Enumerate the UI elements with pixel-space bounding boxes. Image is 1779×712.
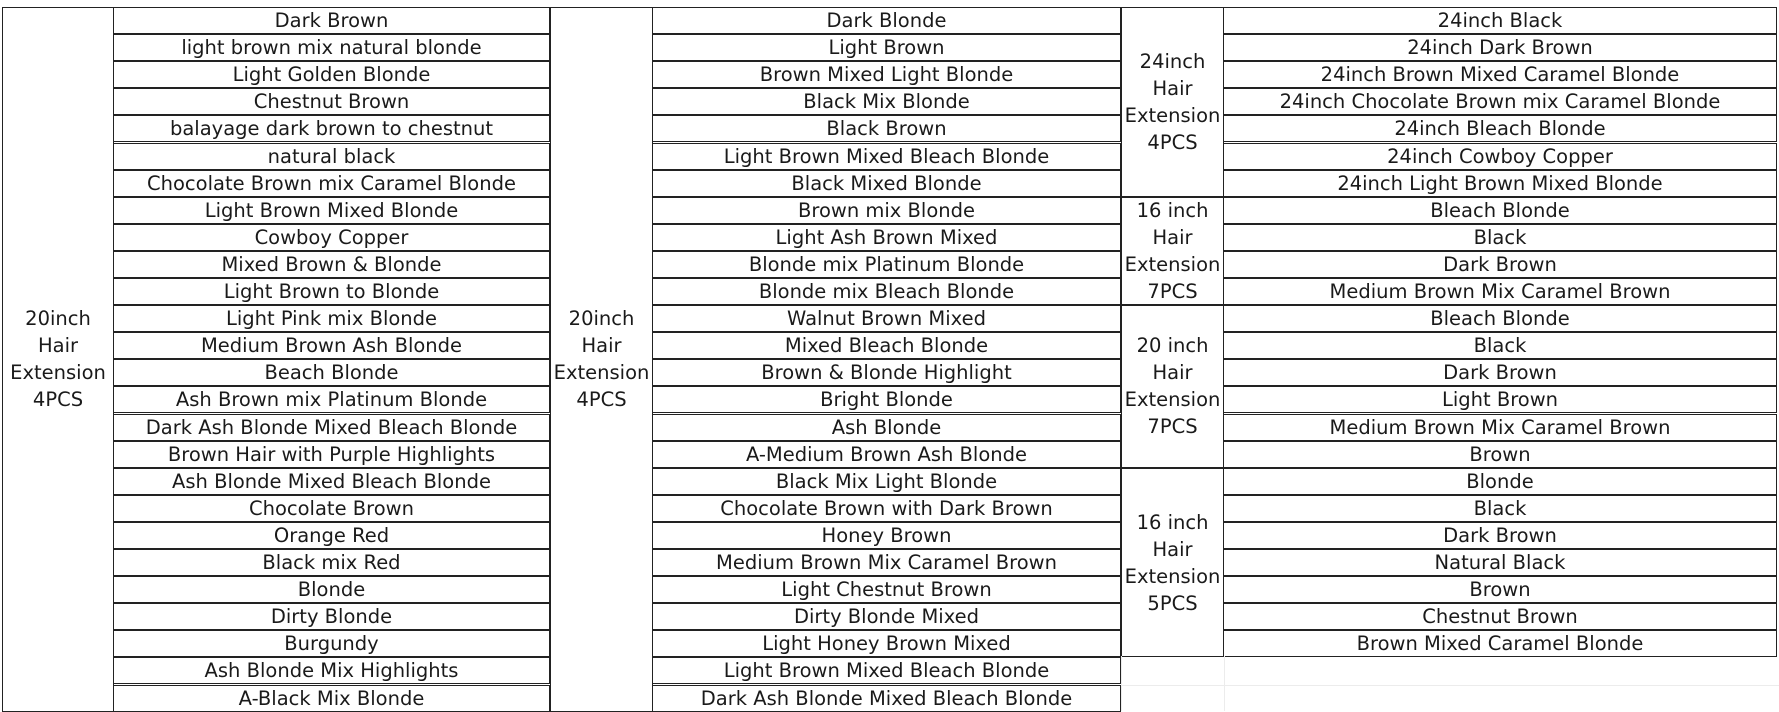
color-cell: Honey Brown — [653, 522, 1121, 549]
color-cell: Medium Brown Mix Caramel Brown — [653, 549, 1121, 576]
color-cell: Dark Ash Blonde Mixed Bleach Blonde — [114, 414, 550, 441]
color-cell: Light Pink mix Blonde — [114, 305, 550, 332]
color-cell: Brown — [1224, 441, 1777, 468]
color-cell: Black — [1224, 332, 1777, 359]
color-cell: Ash Blonde Mixed Bleach Blonde — [114, 468, 550, 495]
color-cell: Blonde — [1224, 468, 1777, 495]
length-group-cell — [1121, 468, 1224, 658]
group-label-line: 4PCS — [1147, 130, 1198, 154]
color-cell: Black Brown — [653, 115, 1121, 142]
group-label-line: Extension — [1124, 564, 1221, 588]
color-cell: Brown Mixed Light Blonde — [653, 61, 1121, 88]
color-cell: Medium Brown Mix Caramel Brown — [1224, 414, 1777, 441]
color-cell: Black Mixed Blonde — [653, 170, 1121, 197]
group-label-line: 5PCS — [1147, 591, 1198, 615]
group-label-line: 16 inch — [1136, 510, 1209, 534]
color-cell: Chocolate Brown with Dark Brown — [653, 495, 1121, 522]
group-label-line: Extension — [1124, 388, 1221, 412]
color-cell: Black mix Red — [114, 549, 550, 576]
group-label-line: 20inch — [568, 307, 635, 331]
group-label-line: Hair — [581, 334, 622, 358]
color-cell: Brown Hair with Purple Highlights — [114, 441, 550, 468]
length-group-cell — [1121, 7, 1224, 197]
color-cell: Orange Red — [114, 522, 550, 549]
length-group-cell — [2, 7, 114, 712]
color-cell: Light Brown — [653, 34, 1121, 61]
color-cell: Light Brown — [1224, 386, 1777, 413]
color-cell: Natural Black — [1224, 549, 1777, 576]
color-cell: Light Honey Brown Mixed — [653, 630, 1121, 657]
color-cell: Chocolate Brown mix Caramel Blonde — [114, 170, 550, 197]
color-cell: Bright Blonde — [653, 386, 1121, 413]
color-cell: Light Ash Brown Mixed — [653, 224, 1121, 251]
color-cell: Black Mix Blonde — [653, 88, 1121, 115]
color-cell: Dark Brown — [1224, 522, 1777, 549]
color-cell: Dirty Blonde — [114, 603, 550, 630]
color-cell: 24inch Dark Brown — [1224, 34, 1777, 61]
group-label-line: Hair — [1152, 361, 1193, 385]
color-cell: Mixed Bleach Blonde — [653, 332, 1121, 359]
color-cell: Beach Blonde — [114, 359, 550, 386]
group-label-line: Extension — [10, 361, 106, 385]
group-label-line: Hair — [1152, 537, 1193, 561]
color-cell: Black — [1224, 495, 1777, 522]
color-cell: Light Brown Mixed Blonde — [114, 197, 550, 224]
color-cell: Chestnut Brown — [1224, 603, 1777, 630]
color-cell: Burgundy — [114, 630, 550, 657]
color-cell: Dark Blonde — [653, 7, 1121, 34]
color-cell: Cowboy Copper — [114, 224, 550, 251]
group-label-line: 20inch — [25, 307, 91, 331]
color-cell: light brown mix natural blonde — [114, 34, 550, 61]
color-cell: Dark Brown — [114, 7, 550, 34]
color-cell: Brown — [1224, 576, 1777, 603]
color-cell: balayage dark brown to chestnut — [114, 115, 550, 142]
group-label-line: 24inch — [1139, 49, 1206, 73]
color-cell: Bleach Blonde — [1224, 197, 1777, 224]
color-cell: Chocolate Brown — [114, 495, 550, 522]
color-cell: Blonde mix Bleach Blonde — [653, 278, 1121, 305]
group-label-line: 4PCS — [32, 388, 84, 412]
length-group-cell — [1121, 305, 1224, 468]
group-label-line: 7PCS — [1147, 415, 1198, 439]
length-group-cell — [1121, 197, 1224, 305]
color-cell: Walnut Brown Mixed — [653, 305, 1121, 332]
group-label-line: Hair — [1152, 76, 1193, 100]
color-cell: Blonde — [114, 576, 550, 603]
group-label-line: Extension — [1124, 103, 1221, 127]
color-cell: Mixed Brown & Blonde — [114, 251, 550, 278]
empty-gridline — [1121, 656, 1122, 711]
empty-gridline — [1224, 656, 1225, 711]
color-cell: Brown mix Blonde — [653, 197, 1121, 224]
color-cell: Light Brown Mixed Bleach Blonde — [653, 657, 1121, 684]
group-label-line: Hair — [37, 334, 79, 358]
color-cell: Medium Brown Mix Caramel Brown — [1224, 278, 1777, 305]
color-cell: 24inch Brown Mixed Caramel Blonde — [1224, 61, 1777, 88]
color-cell: Black Mix Light Blonde — [653, 468, 1121, 495]
color-cell: Blonde mix Platinum Blonde — [653, 251, 1121, 278]
group-label-line: 20 inch — [1136, 334, 1209, 358]
color-cell: Medium Brown Ash Blonde — [114, 332, 550, 359]
color-cell: Light Brown Mixed Bleach Blonde — [653, 143, 1121, 170]
color-cell: Light Golden Blonde — [114, 61, 550, 88]
color-cell: Brown & Blonde Highlight — [653, 359, 1121, 386]
color-cell: 24inch Black — [1224, 7, 1777, 34]
color-cell: Ash Blonde — [653, 414, 1121, 441]
group-label-line: 16 inch — [1136, 198, 1209, 222]
color-cell: A-Black Mix Blonde — [114, 685, 550, 712]
color-cell: Brown Mixed Caramel Blonde — [1224, 630, 1777, 657]
length-group-cell — [550, 7, 653, 712]
group-label-line: 4PCS — [576, 388, 627, 412]
color-cell: 24inch Bleach Blonde — [1224, 115, 1777, 142]
color-cell: A-Medium Brown Ash Blonde — [653, 441, 1121, 468]
group-label-line: Extension — [1124, 252, 1221, 276]
group-label-line: 7PCS — [1147, 279, 1198, 303]
color-cell: Dark Brown — [1224, 359, 1777, 386]
color-cell: Black — [1224, 224, 1777, 251]
color-cell: Chestnut Brown — [114, 88, 550, 115]
color-cell: 24inch Chocolate Brown mix Caramel Blonde — [1224, 88, 1777, 115]
color-cell: Dark Brown — [1224, 251, 1777, 278]
color-cell: Light Brown to Blonde — [114, 278, 550, 305]
color-cell: Dirty Blonde Mixed — [653, 603, 1121, 630]
color-cell: Dark Ash Blonde Mixed Bleach Blonde — [653, 685, 1121, 712]
color-cell: 24inch Light Brown Mixed Blonde — [1224, 170, 1777, 197]
color-cell: Ash Blonde Mix Highlights — [114, 657, 550, 684]
group-label-line: Hair — [1152, 225, 1193, 249]
color-cell: 24inch Cowboy Copper — [1224, 143, 1777, 170]
color-cell: natural black — [114, 143, 550, 170]
group-label-line: Extension — [553, 361, 650, 385]
color-cell: Light Chestnut Brown — [653, 576, 1121, 603]
color-cell: Ash Brown mix Platinum Blonde — [114, 386, 550, 413]
empty-gridline — [1121, 685, 1779, 686]
color-cell: Bleach Blonde — [1224, 305, 1777, 332]
